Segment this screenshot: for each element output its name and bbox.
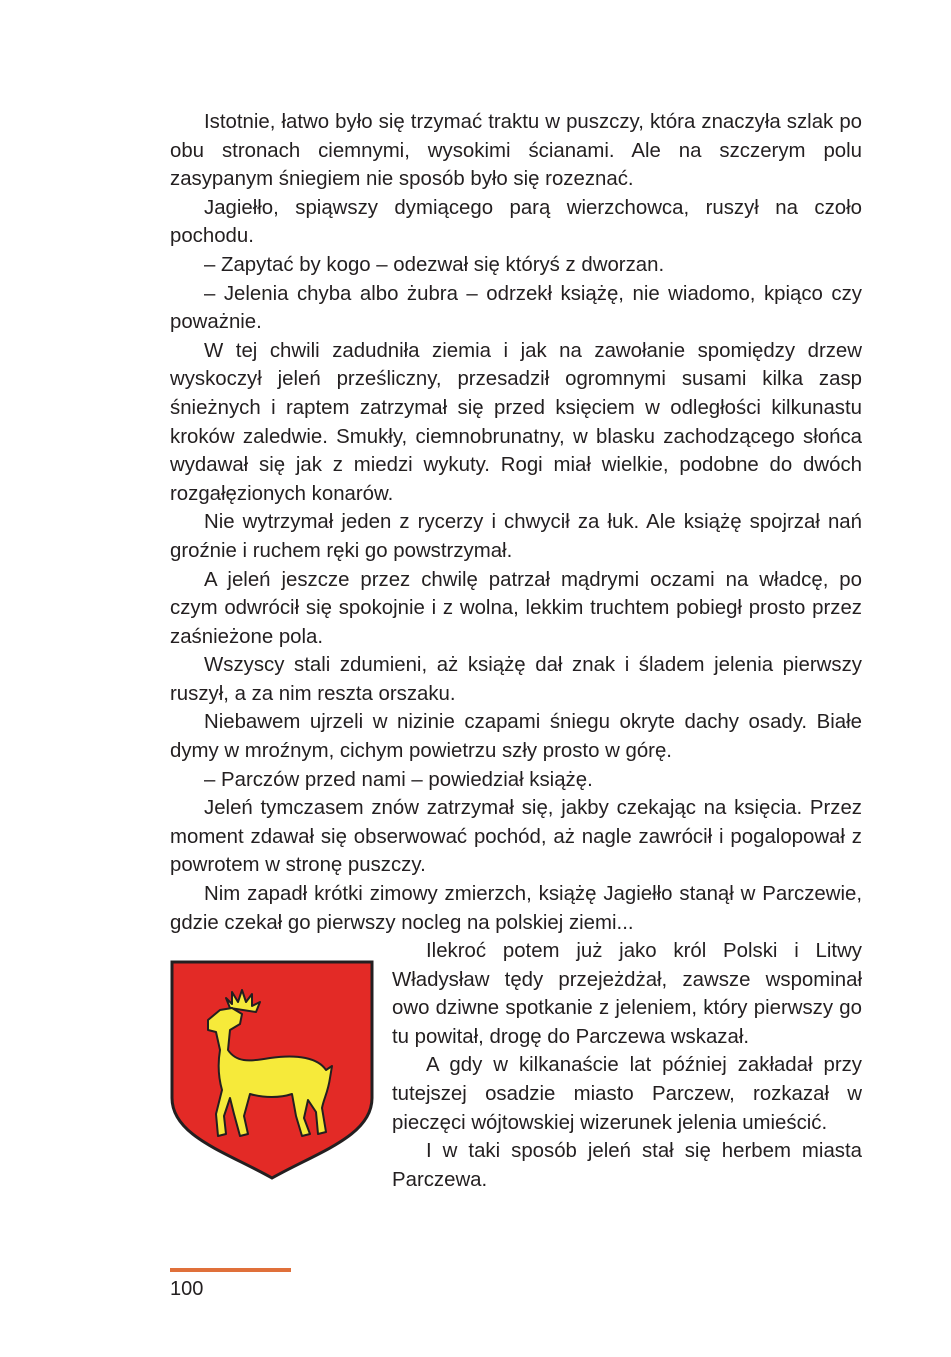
paragraph: – Parczów przed nami – powiedział książę.: [204, 768, 593, 791]
paragraph: A gdy w kilkanaście lat później zakładał przy tutejszej osadzie miasto Parczew, rozkazał w pieczęci wójtowskiej wizerunek jelenia umieścić.: [392, 1054, 862, 1134]
parczew-coat-of-arms-stag-icon: [168, 958, 376, 1182]
paragraph: Nim zapadł krótki zimowy zmierzch, książę Jagiełło stanął w Parczewie, gdzie czekał go pierwszy nocleg na polskiej ziemi...: [170, 883, 862, 934]
paragraph: W tej chwili zadudniła ziemia i jak na zawołanie spomiędzy drzew wyskoczył jeleń prześliczny, przesadził ogromnymi susami kilka zasp śnieżnych i raptem zatrzymał się przed księciem w odległości kilkunastu kroków zaledwie. Smukły, ciemnobrunatny, w blasku zachodzącego słońca wydawał się jak z miedzi wykuty. Rogi miał wielkie, podobne do dwóch rozgałęzionych konarów.: [170, 339, 862, 505]
coat-of-arms: [168, 958, 376, 1182]
paragraph: A jeleń jeszcze przez chwilę patrzał mądrymi oczami na władcę, po czym odwrócił się spokojnie i z wolna, lekkim truchtem pobiegł prosto przez zaśnieżone pola.: [170, 568, 862, 648]
footer-rule: [170, 1268, 291, 1272]
wrapped-text: [392, 937, 862, 1194]
paragraph: Ilekroć potem już jako król Polski i Litwy Władysław tędy przejeżdżał, zawsze wspominał owo dziwne spotkanie z jeleniem, który pierwszy go tu powitał, drogę do Parczewa wskazał.: [392, 940, 862, 1048]
paragraph: Wszyscy stali zdumieni, aż książę dał znak i śladem jelenia pierwszy ruszył, a za nim reszta orszaku.: [170, 654, 862, 705]
paragraph: Jagiełło, spiąwszy dymiącego parą wierzchowca, ruszył na czoło pochodu.: [170, 196, 862, 248]
paragraph: – Jelenia chyba albo żubra – odrzekł książę, nie wiadomo, kpiąco czy poważnie.: [170, 282, 862, 334]
page-number: 100: [170, 1278, 204, 1300]
paragraph: Niebawem ujrzeli w nizinie czapami śniegu okryte dachy osady. Białe dymy w mroźnym, cichym powietrzu szły prosto w górę.: [170, 711, 862, 763]
paragraph: Nie wytrzymał jeden z rycerzy i chwycił za łuk. Ale książę spojrzał nań groźnie i ruchem ręki go powstrzymał.: [170, 511, 862, 562]
paragraph: Istotnie, łatwo było się trzymać traktu w puszczy, która znaczyła szlak po obu stronach ciemnymi, wysokimi ścianami. Ale na szczerym polu zasypanym śniegiem nie sposób było się rozeznać.: [170, 111, 862, 191]
paragraph: Jeleń tymczasem znów zatrzymał się, jakby czekając na księcia. Przez moment zdawał się obserwować pochód, aż nagle zawrócił i pogalopował z powrotem w stronę puszczy.: [170, 797, 862, 877]
main-text: [170, 108, 862, 937]
paragraph: – Zapytać by kogo – odezwał się któryś z dworzan.: [204, 253, 665, 276]
paragraph: I w taki sposób jeleń stał się herbem miasta Parczewa.: [392, 1140, 862, 1191]
